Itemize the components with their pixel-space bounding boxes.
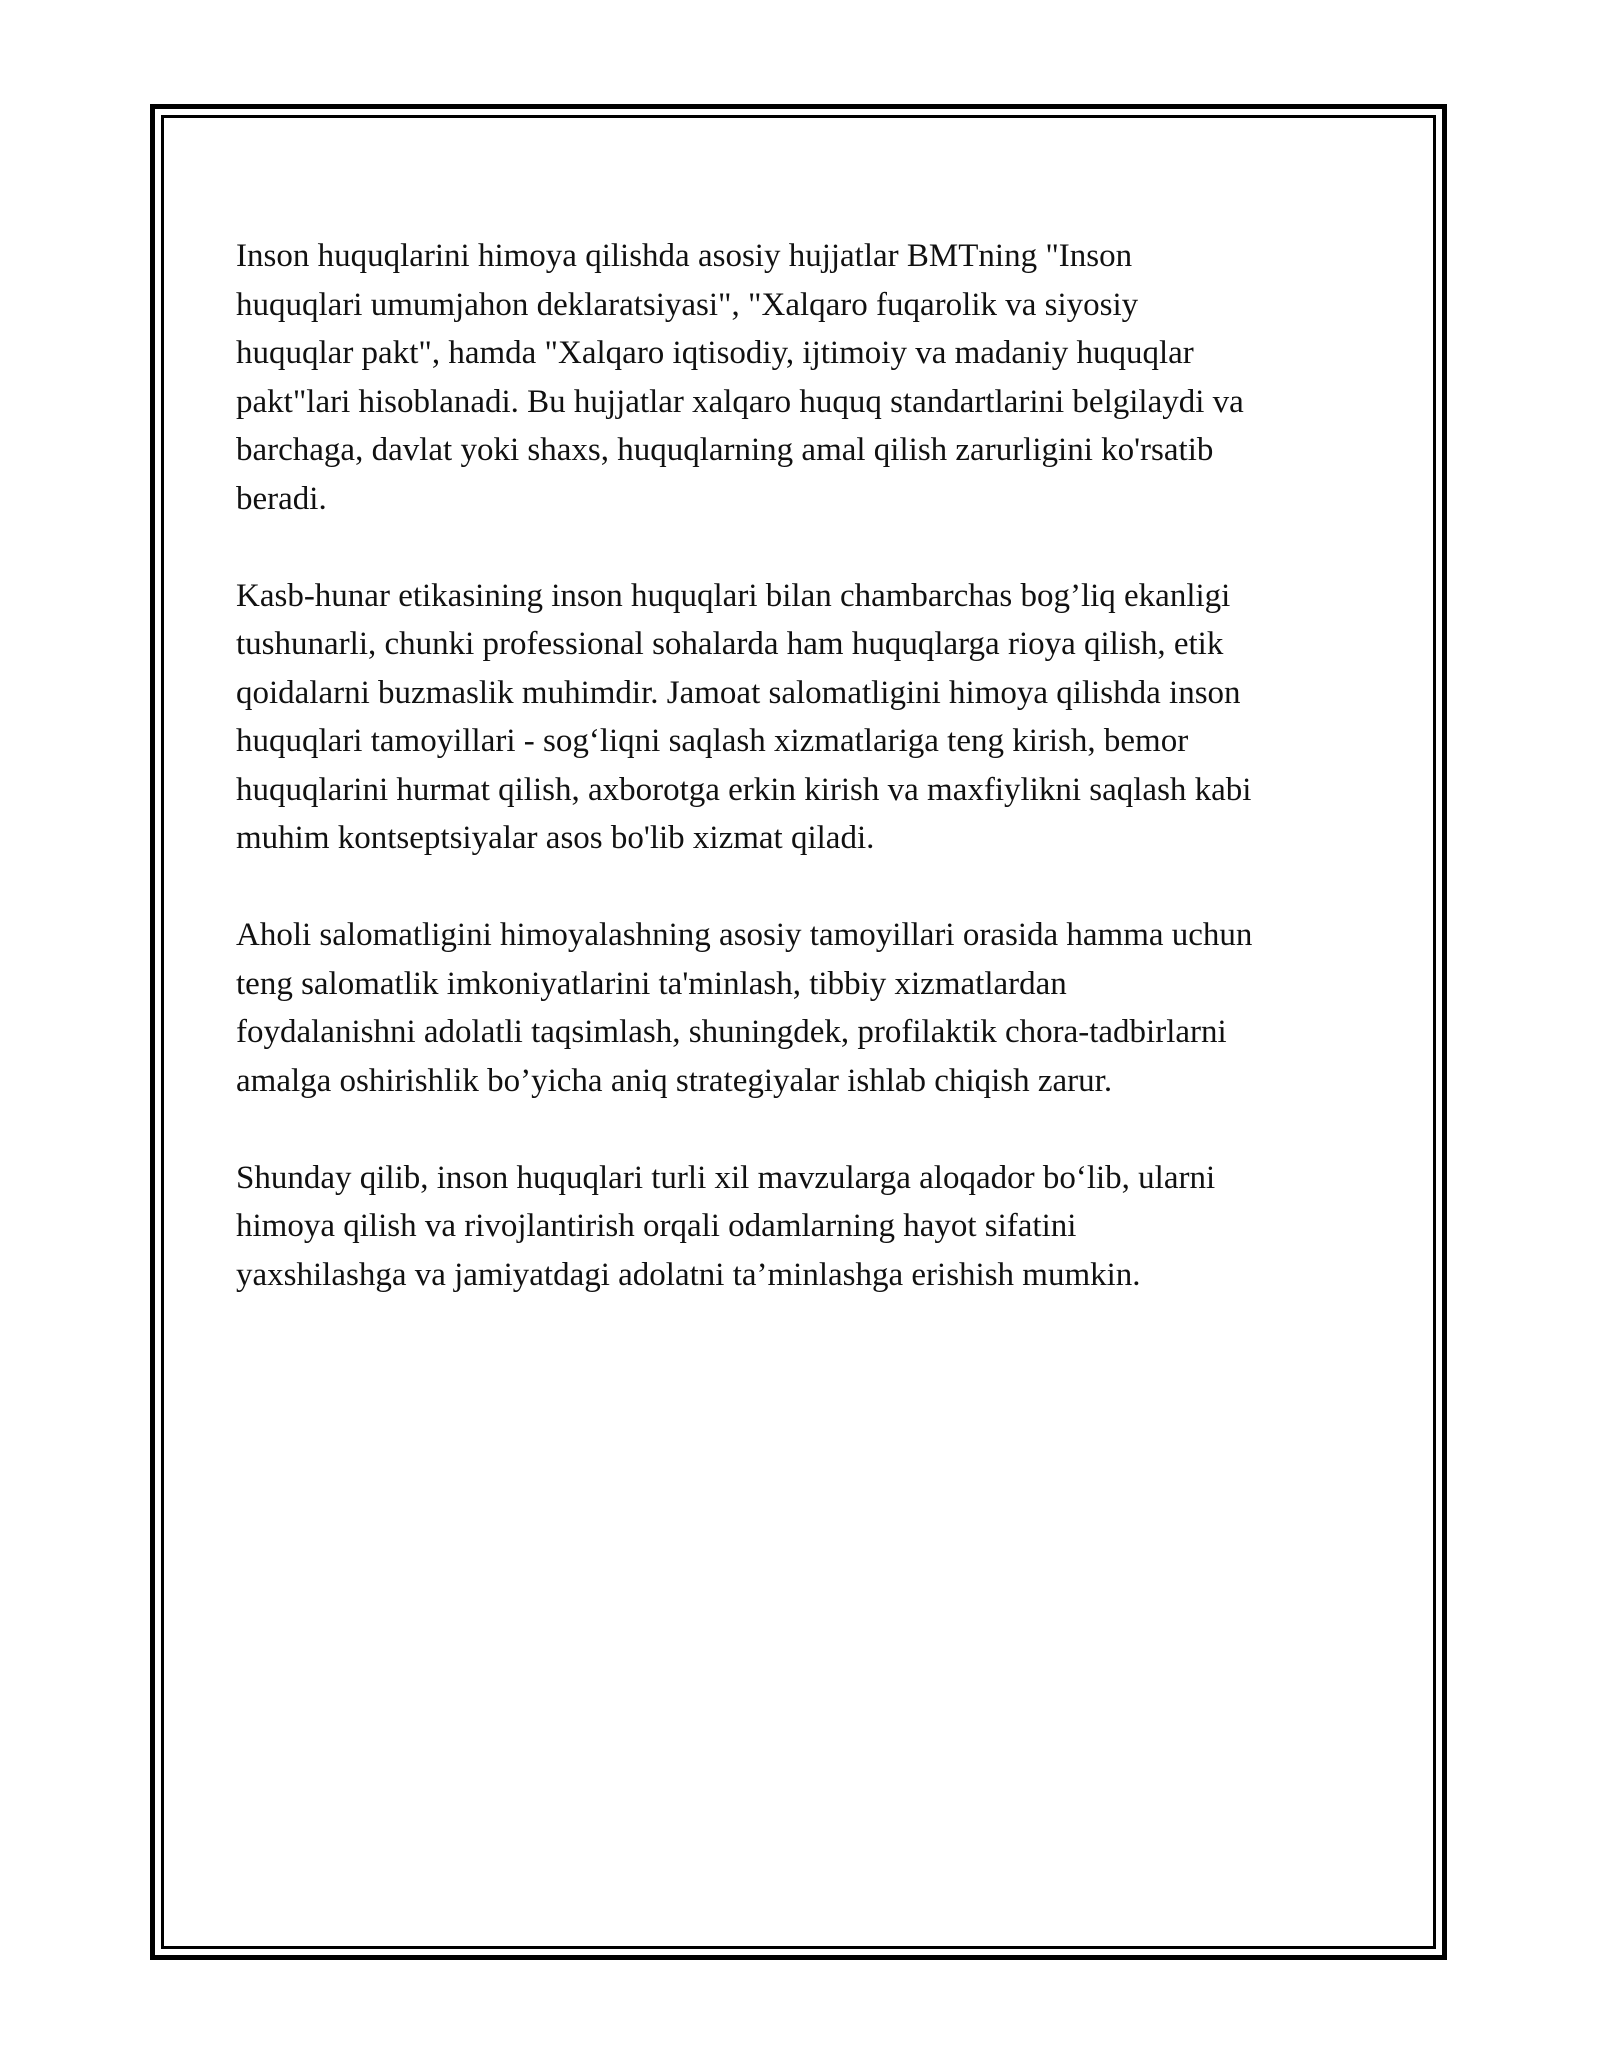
paragraph-1-line-6: beradi. <box>236 480 327 517</box>
paragraph-4 <box>236 1154 1376 1300</box>
document-body <box>236 232 1376 1348</box>
paragraph-2-line-6: muhim kontseptsiyalar asos bo'lib xizmat qiladi. <box>236 820 875 856</box>
paragraph-4-line-1: Shunday qilib, inson huquqlari turli xil mavzularga aloqador bo‘lib, ularni <box>236 1159 1216 1196</box>
paragraph-2-line-1: Kasb-hunar etikasining inson huquqlari bilan chambarchas bog’liq ekanligi <box>236 577 1231 614</box>
paragraph-1-line-4: pakt"lari hisoblanadi. Bu hujjatlar xalqaro huquq standartlarini belgilaydi va <box>236 383 1244 420</box>
paragraph-1-line-1: Inson huquqlarini himoya qilishda asosiy hujjatlar BMTning "Inson <box>236 238 1133 274</box>
paragraph-2-line-3: qoidalarni buzmaslik muhimdir. Jamoat salomatligini himoya qilishda inson <box>236 674 1241 711</box>
paragraph-3 <box>236 911 1376 1105</box>
paragraph-4-line-2: himoya qilish va rivojlantirish orqali odamlarning hayot sifatini <box>236 1208 1077 1244</box>
paragraph-3-line-3: foydalanishni adolatli taqsimlash, shuningdek, profilaktik chora-tadbirlarni <box>236 1014 1227 1050</box>
paragraph-1-line-3: huquqlar pakt", hamda "Xalqaro iqtisodiy, ijtimoiy va madaniy huquqlar <box>236 335 1194 371</box>
paragraph-1-line-2: huquqlari umumjahon deklaratsiyasi", "Xalqaro fuqarolik va siyosiy <box>236 286 1139 323</box>
paragraph-4-line-3: yaxshilashga va jamiyatdagi adolatni ta’minlashga erishish mumkin. <box>236 1256 1141 1293</box>
paragraph-1 <box>236 232 1376 523</box>
paragraph-2-line-2: tushunarli, chunki professional sohalarda ham huquqlarga rioya qilish, etik <box>236 626 1224 662</box>
paragraph-2-line-4: huquqlari tamoyillari - sog‘liqni saqlash xizmatlariga teng kirish, bemor <box>236 723 1189 759</box>
paragraph-2 <box>236 572 1376 863</box>
paragraph-3-line-1: Aholi salomatligini himoyalashning asosiy tamoyillari orasida hamma uchun <box>236 917 1253 953</box>
paragraph-2-line-5: huquqlarini hurmat qilish, axborotga erkin kirish va maxfiylikni saqlash kabi <box>236 771 1252 808</box>
paragraph-3-line-2: teng salomatlik imkoniyatlarini ta'minlash, tibbiy xizmatlardan <box>236 965 1067 1002</box>
paragraph-3-line-4: amalga oshirishlik bo’yicha aniq strategiyalar ishlab chiqish zarur. <box>236 1062 1113 1099</box>
paragraph-1-line-5: barchaga, davlat yoki shaxs, huquqlarning amal qilish zarurligini ko'rsatib <box>236 432 1214 468</box>
